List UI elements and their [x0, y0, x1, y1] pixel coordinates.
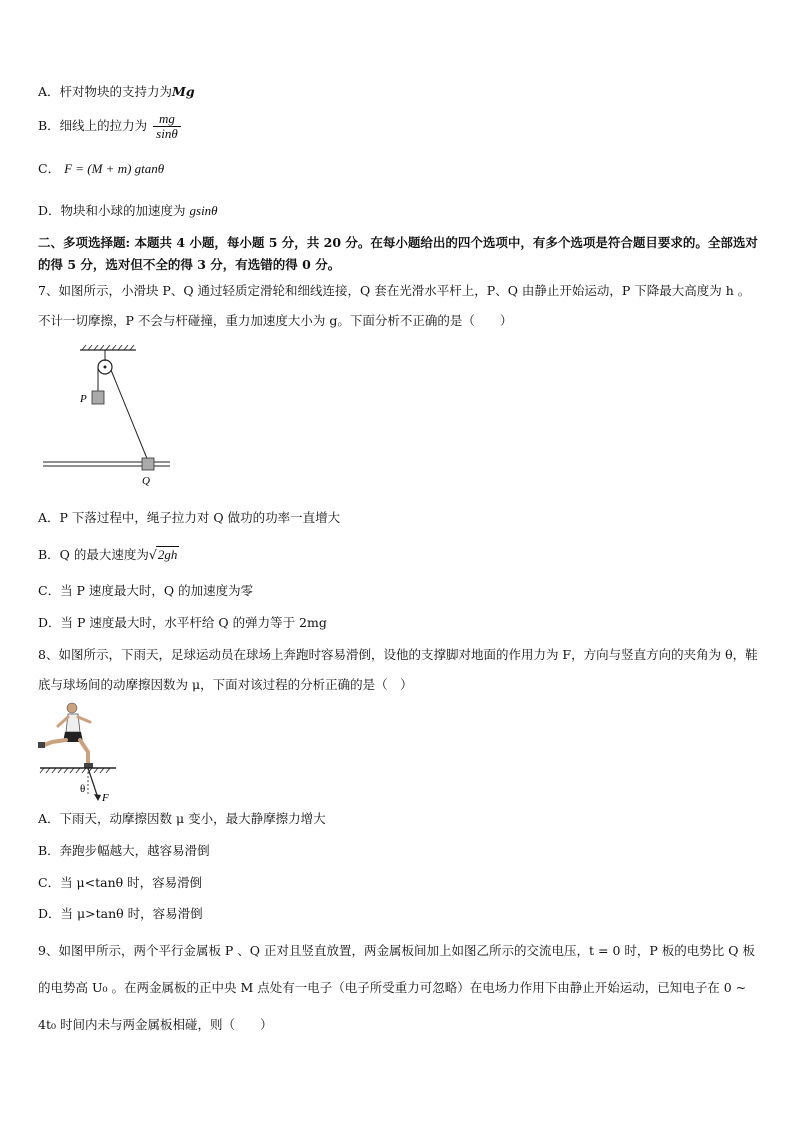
q7-option-b [38, 546, 179, 563]
q6-option-a [38, 84, 195, 100]
q6-option-d-text: D．物块和小球的加速度为 [38, 203, 186, 218]
q6-option-c [38, 161, 164, 177]
fraction-numerator: mg [153, 112, 181, 127]
q8-option-b: B．奔跑步幅越大，越容易滑倒 [38, 843, 210, 858]
q6-option-d-formula: gsinθ [189, 203, 218, 218]
label-q: Q [142, 475, 150, 487]
q6-option-c-formula: F = (M + m) gtanθ [64, 161, 165, 176]
q8-stem: 8、如图所示，下雨天，足球运动员在球场上奔跑时容易滑倒，设他的支撑脚对地面的作用力为 F，方向与竖直方向的夹角为 θ，鞋底与球场间的动摩擦因数为 μ，下面对该过程的分析正确的是（ ） [38, 647, 758, 692]
q6-option-b-fraction [153, 112, 181, 141]
q6-option-a-text: A．杆对物块的支持力为 [38, 84, 173, 99]
q6-option-a-mg: Mg [172, 84, 195, 99]
q7-option-b-root: 2gh [157, 547, 178, 562]
q6-option-c-label: C． [38, 161, 61, 176]
sqrt-symbol: √ [148, 547, 157, 562]
q8-option-d: D．当 μ>tanθ 时，容易滑倒 [38, 906, 203, 921]
section-2-instructions: 二、多项选择题: 本题共 4 小题，每小题 5 分，共 20 分。在每小题给出的四个选项中，有多个选项是符合题目要求的。全部选对的得 5 分，选对但不全的得 3 分，有选错的得 0 分。 [38, 235, 758, 272]
q8-option-c: C．当 μ<tanθ 时，容易滑倒 [38, 875, 203, 890]
fraction-denominator: sinθ [156, 126, 178, 141]
q6-option-b-text: B．细线上的拉力为 [38, 118, 148, 133]
q7-option-c: C．当 P 速度最大时，Q 的加速度为零 [38, 583, 254, 598]
q7-option-b-text: B．Q 的最大速度为 [38, 547, 149, 562]
label-p: P [80, 393, 87, 405]
q7-option-a: A．P 下落过程中，绳子拉力对 Q 做功的功率一直增大 [38, 510, 341, 525]
q6-option-d [38, 203, 218, 219]
q7-option-d: D．当 P 速度最大时，水平杆给 Q 的弹力等于 2mg [38, 615, 327, 630]
q8-runner-figure [38, 700, 128, 808]
q8-option-a: A．下雨天，动摩擦因数 μ 变小，最大静摩擦力增大 [38, 811, 326, 826]
q9-stem: 9、如图甲所示，两个平行金属板 P 、Q 正对且竖直放置，两金属板间加上如图乙所示的交流电压，t = 0 时，P 板的电势比 Q 板的电势高 U₀ 。在两金属板的正中央 M 点处有一电子（电子所受重力可忽略）在电场力作用下由静止开始运动，已知电子在 0 ~ 4t₀ 时间内未与两金属板相碰，则（ ） [38, 943, 755, 1032]
q7-stem: 7、如图所示，小滑块 P、Q 通过轻质定滑轮和细线连接，Q 套在光滑水平杆上，P、Q 由静止开始运动，P 下降最大高度为 h 。不计一切摩擦，P 不会与杆碰撞，重力加速度大小为 g。下面分析不正确的是（ ） [38, 283, 751, 328]
q6-option-b [38, 112, 181, 141]
label-f: F [102, 792, 109, 804]
q7-pulley-figure [38, 345, 173, 490]
label-theta: θ [80, 783, 86, 795]
